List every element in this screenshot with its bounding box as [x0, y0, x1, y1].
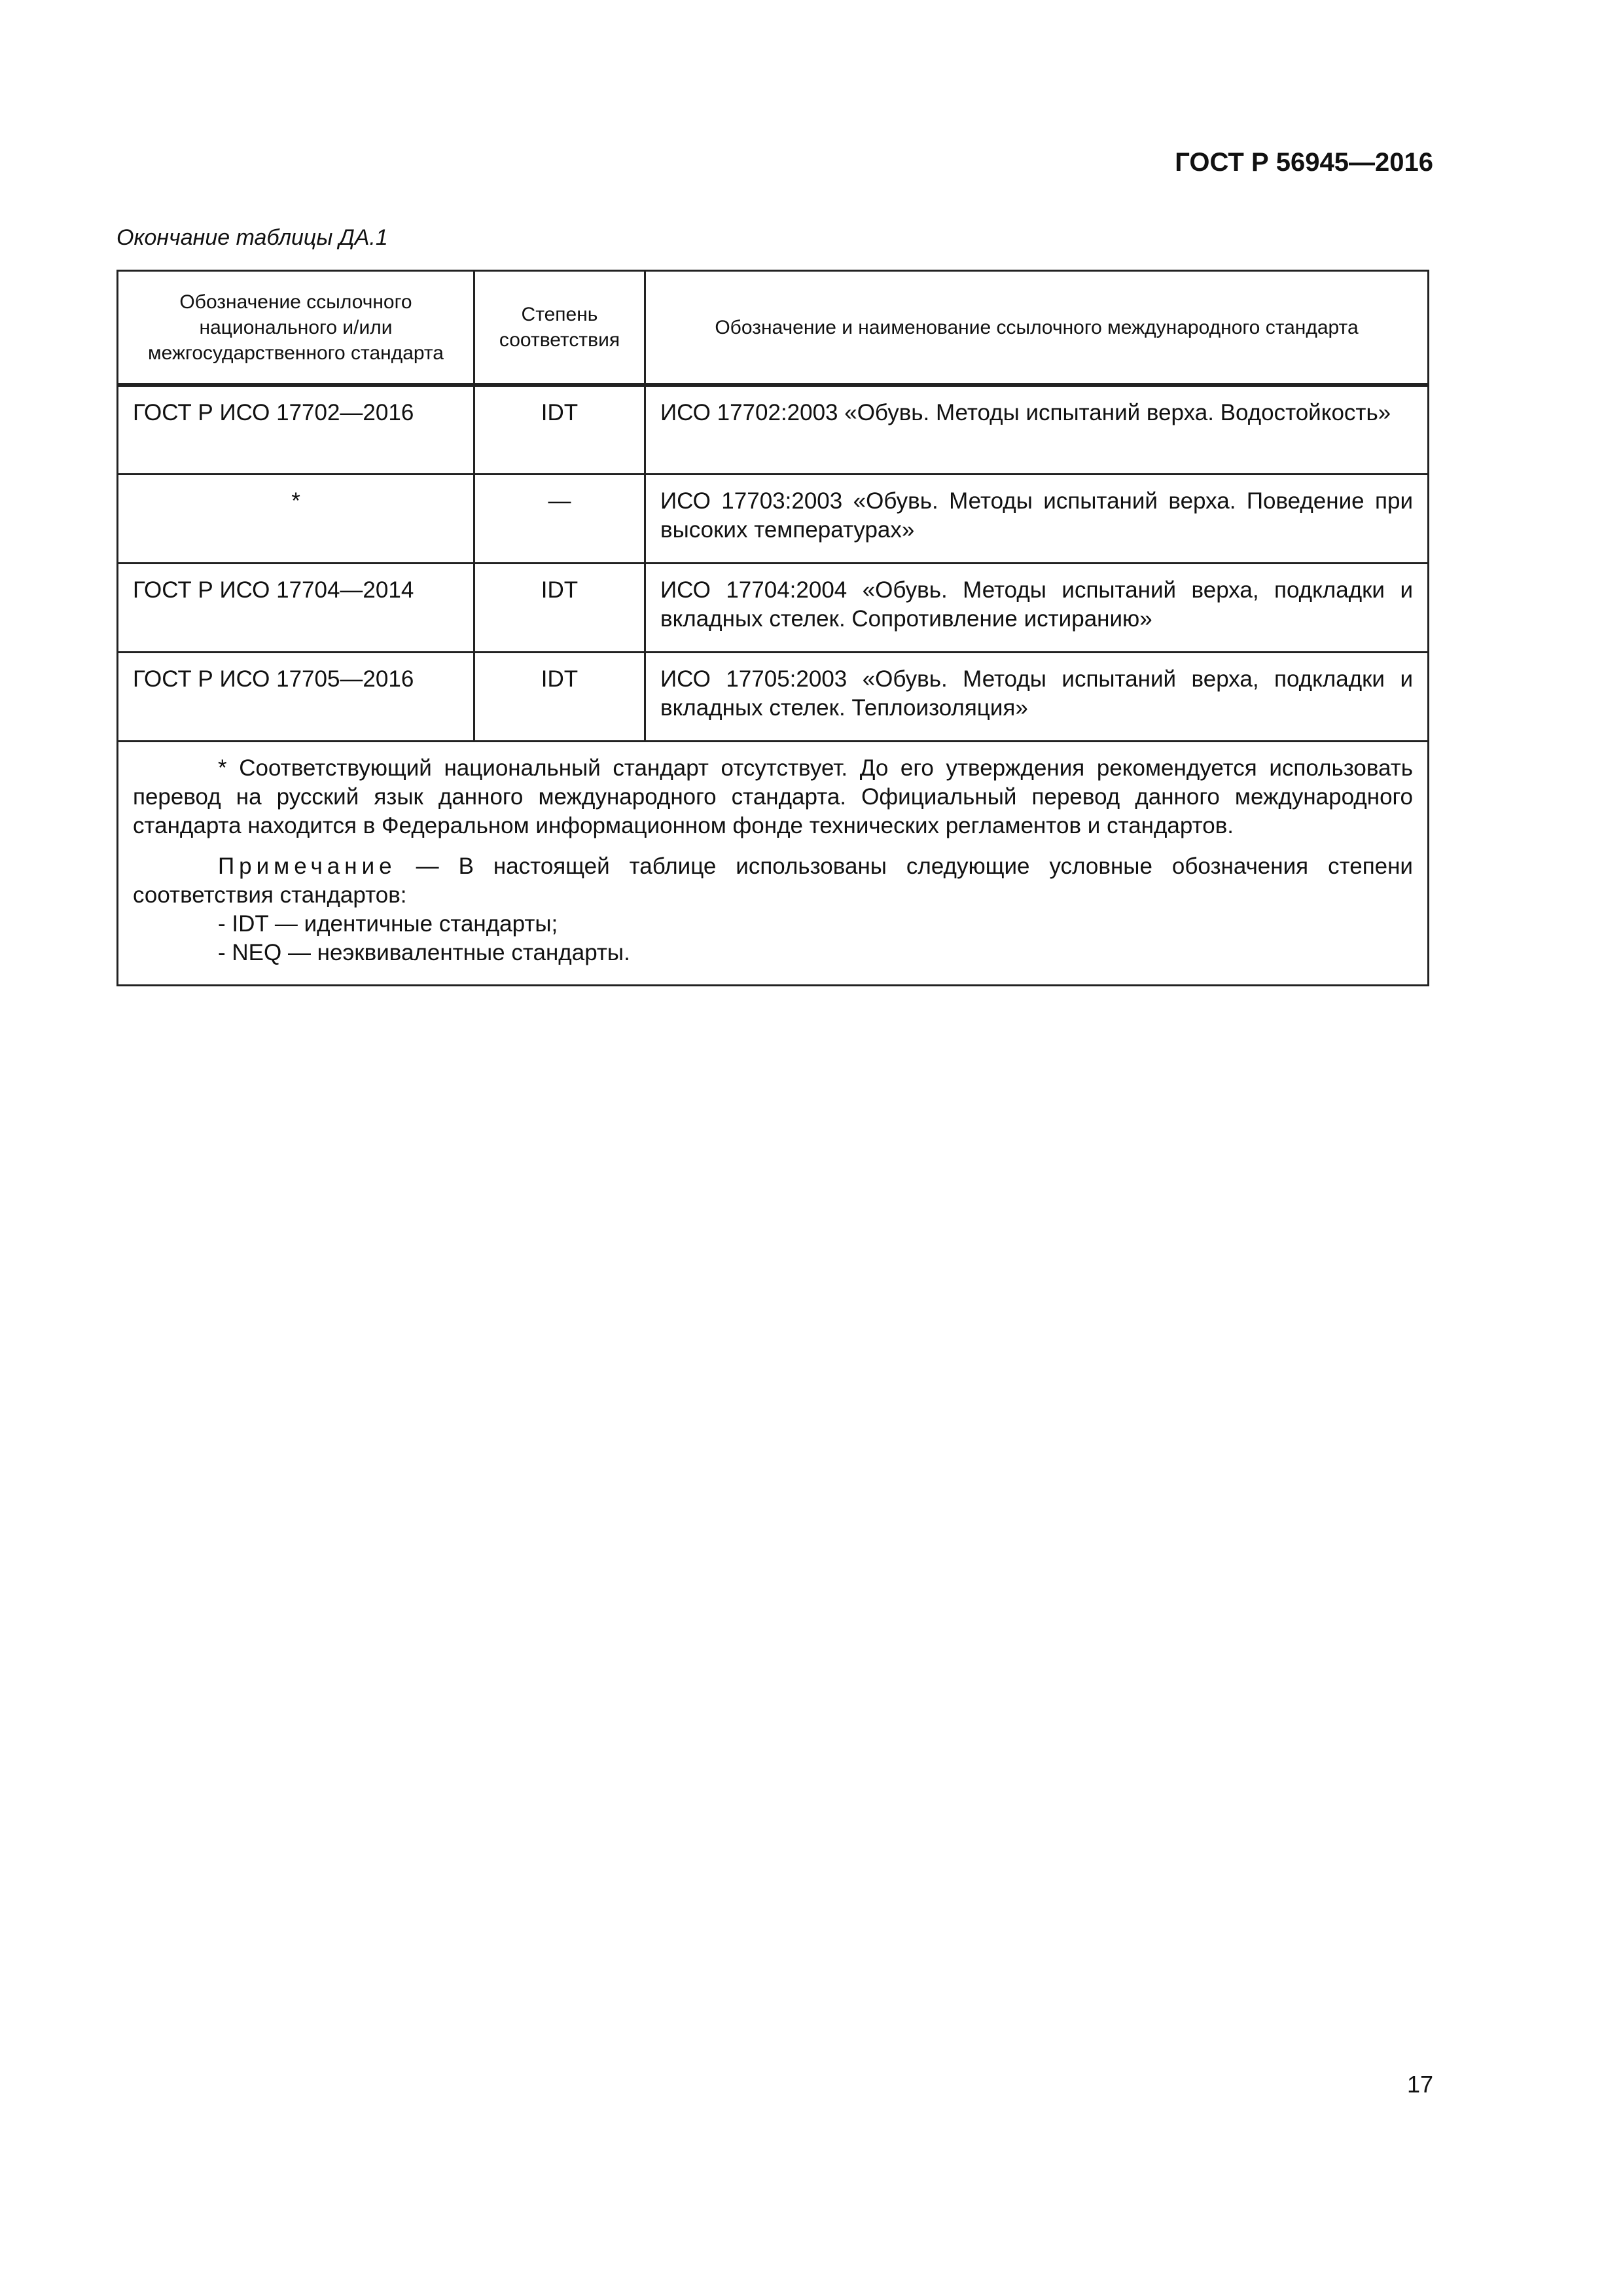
reference-standards-table	[116, 270, 1429, 986]
header-international-standard: Обозначение и наименование ссылочного международного стандарта	[645, 271, 1429, 386]
table-notes-row	[118, 741, 1429, 985]
cell-degree: IDT	[474, 652, 645, 741]
note-text: — В настоящей таблице использованы следующие условные обозначения степени соответствия стандартов:	[133, 853, 1413, 908]
table-caption: Окончание таблицы ДА.1	[116, 225, 388, 250]
cell-degree: IDT	[474, 385, 645, 474]
table-row	[118, 385, 1429, 474]
note-label: Примечание	[218, 853, 397, 879]
cell-national: ГОСТ Р ИСО 17702—2016	[118, 385, 474, 474]
cell-international: ИСО 17703:2003 «Обувь. Методы испытаний верха. Поведение при высоких температурах»	[645, 474, 1429, 563]
document-code: ГОСТ Р 56945—2016	[1175, 148, 1433, 177]
page-number: 17	[1406, 2071, 1433, 2098]
table-row	[118, 474, 1429, 563]
cell-degree: IDT	[474, 563, 645, 652]
table-row	[118, 652, 1429, 741]
footnote: * Соответствующий национальный стандарт отсутствует. До его утверждения рекомендуется использовать перевод на русский язык данного международного стандарта. Официальный перевод данного международного стандарта находится в Федеральном информационном фонде технических регламентов и стандартов.	[133, 755, 1413, 838]
cell-international: ИСО 17704:2004 «Обувь. Методы испытаний верха, подкладки и вкладных стелек. Сопротивление истиранию»	[645, 563, 1429, 652]
table-notes-cell	[118, 741, 1429, 985]
note-item-neq: - NEQ — неэквивалентные стандарты.	[218, 939, 630, 965]
header-national-standard: Обозначение ссылочного национального и/или межгосударственного стандарта	[118, 271, 474, 386]
cell-degree: —	[474, 474, 645, 563]
cell-national: ГОСТ Р ИСО 17704—2014	[118, 563, 474, 652]
cell-national: ГОСТ Р ИСО 17705—2016	[118, 652, 474, 741]
table-header-row	[118, 271, 1429, 386]
cell-national: *	[118, 474, 474, 563]
cell-international: ИСО 17705:2003 «Обувь. Методы испытаний верха, подкладки и вкладных стелек. Теплоизоляция»	[645, 652, 1429, 741]
note-item-idt: - IDT — идентичные стандарты;	[218, 910, 558, 937]
table-row	[118, 563, 1429, 652]
note	[133, 852, 1413, 910]
header-degree: Степень соответствия	[474, 271, 645, 386]
cell-international: ИСО 17702:2003 «Обувь. Методы испытаний верха. Водостойкость»	[645, 385, 1429, 474]
